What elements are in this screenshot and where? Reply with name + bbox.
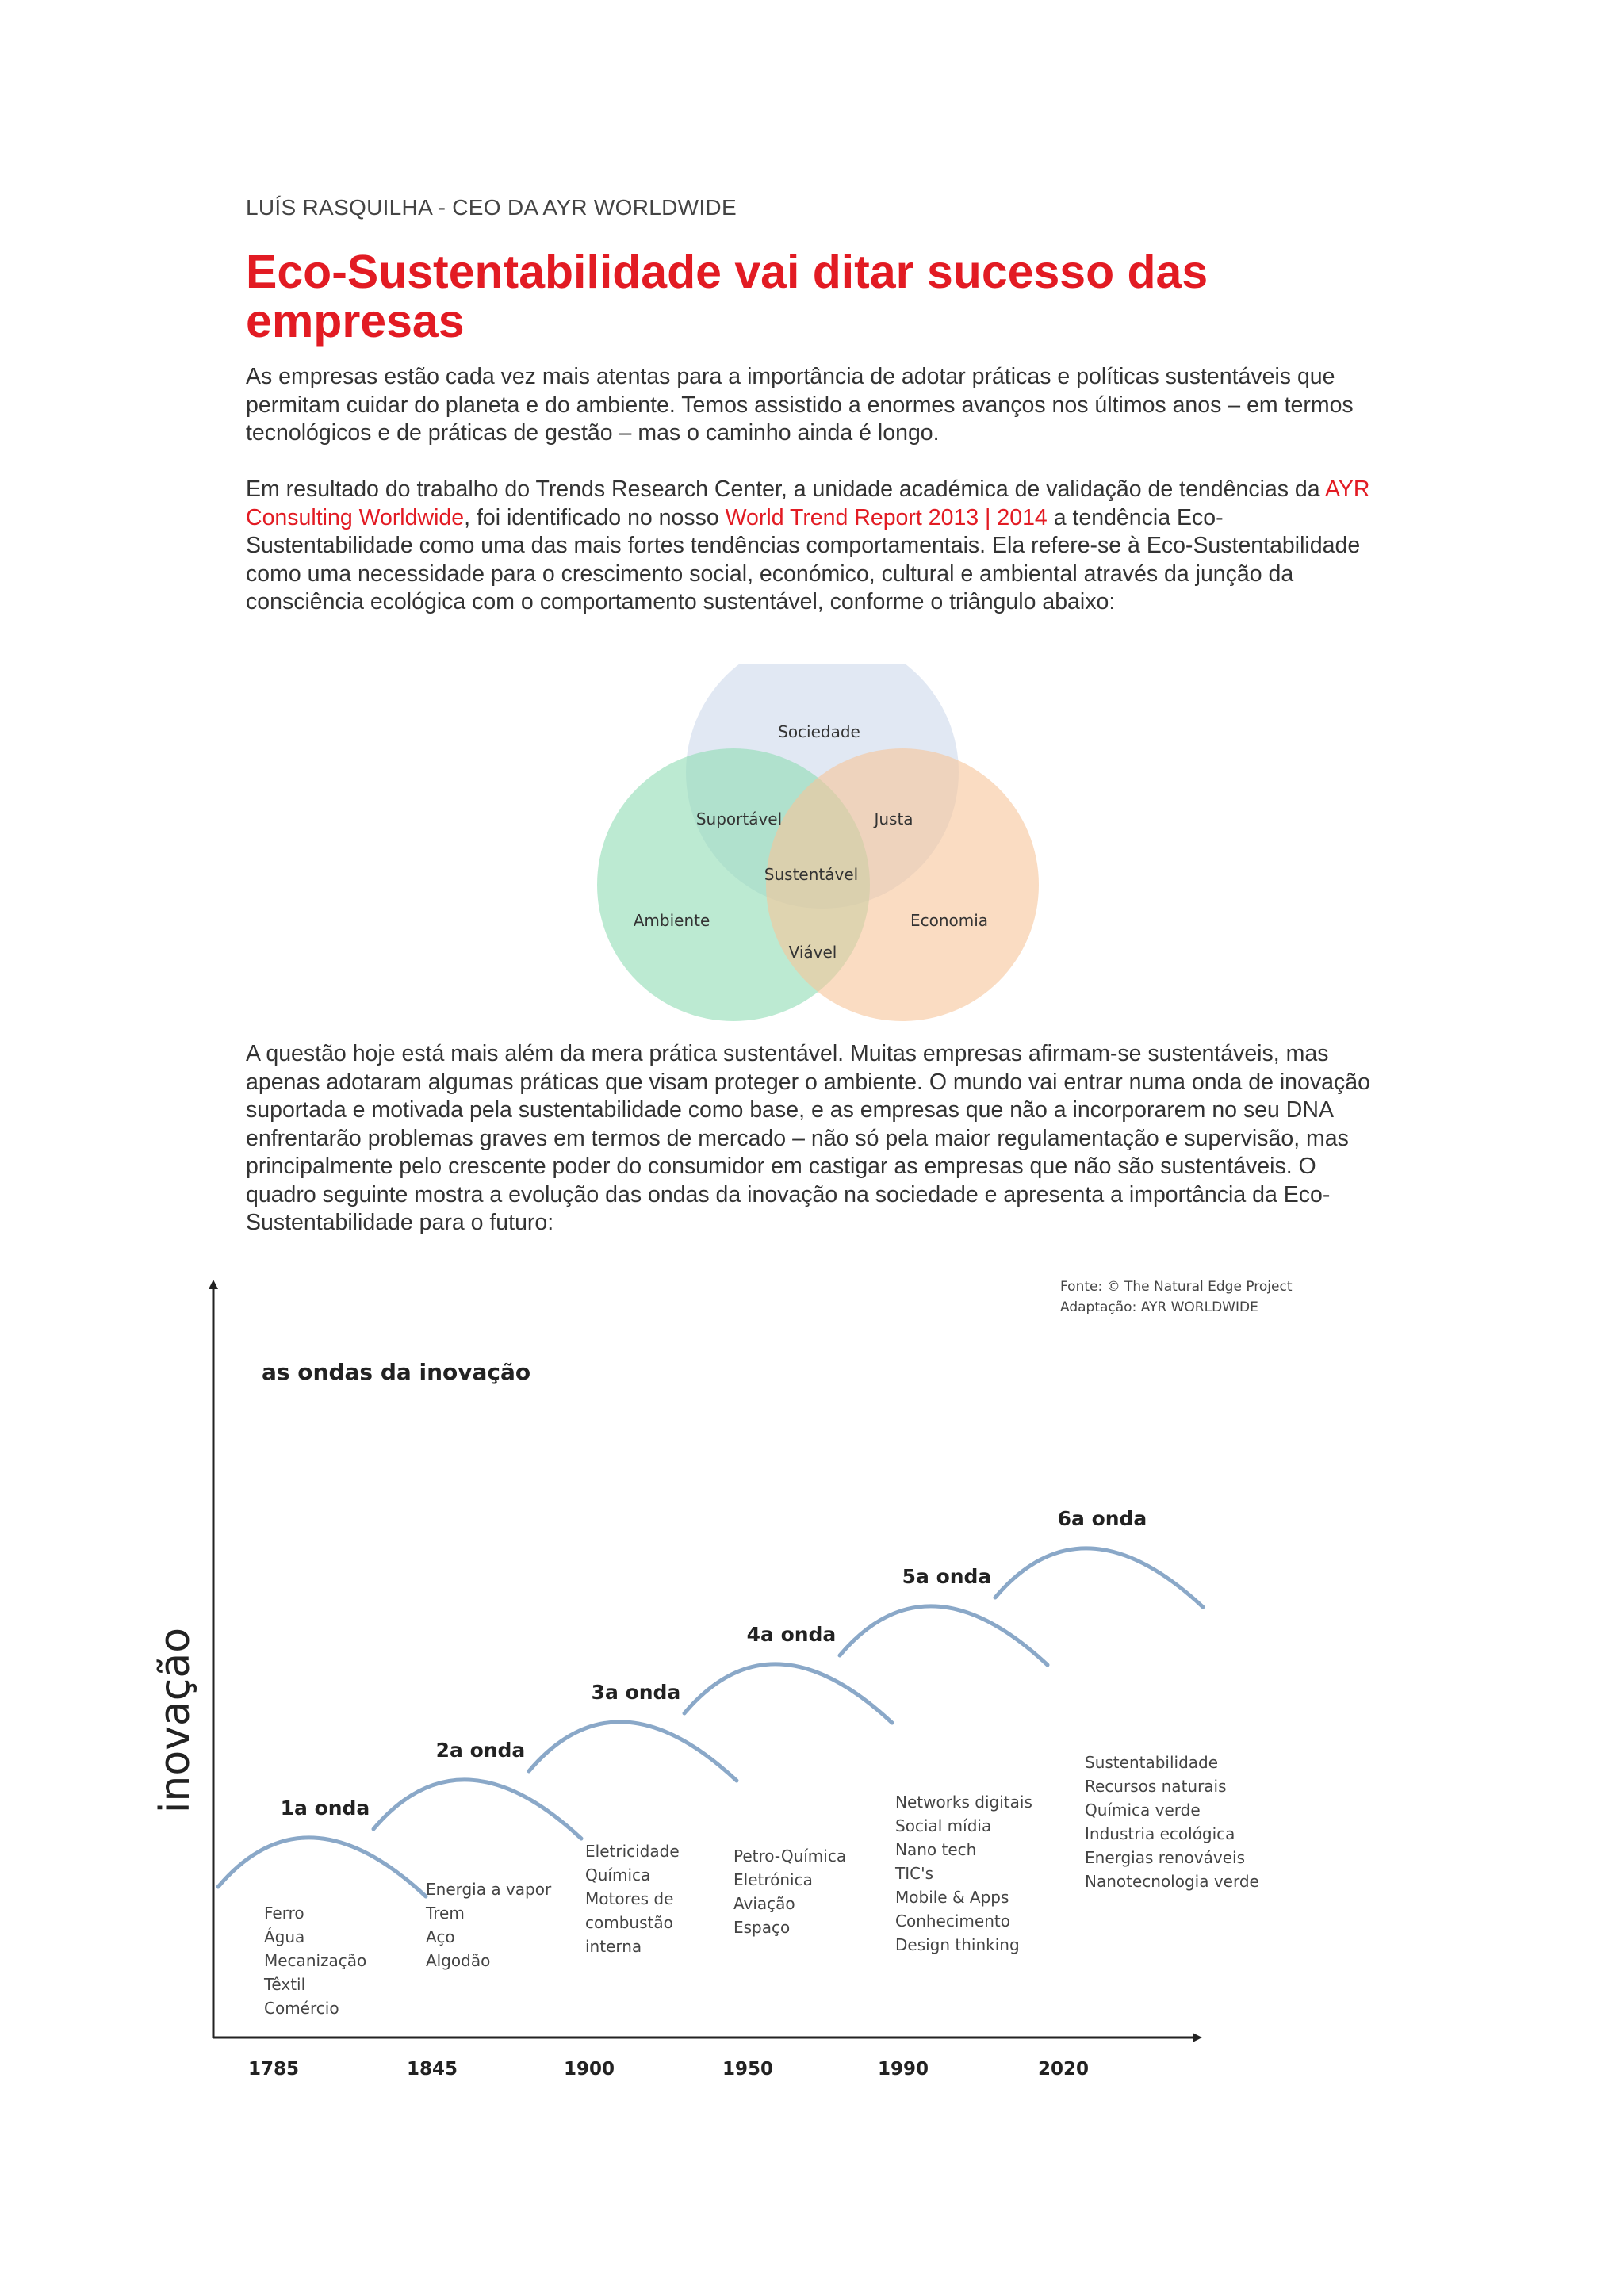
wave-arc: [373, 1780, 581, 1839]
world-trend-report-link[interactable]: World Trend Report 2013 | 2014: [725, 504, 1048, 530]
waves-title: as ondas da inovação: [262, 1359, 531, 1385]
wave-arc: [529, 1722, 737, 1781]
wave-item: Água: [264, 1927, 305, 1946]
venn-label-viavel: Viável: [788, 943, 837, 962]
adaptation-credit: Adaptação: AYR WORLDWIDE: [1060, 1299, 1258, 1315]
x-tick-label: 1990: [878, 2059, 929, 2080]
wave-item: Nanotecnologia verde: [1085, 1872, 1259, 1891]
x-tick-label: 2020: [1038, 2059, 1090, 2080]
ayr-consulting-link[interactable]: AYR Consulting Worldwide: [246, 476, 1370, 530]
wave-label: 3a onda: [591, 1681, 681, 1704]
wave-item: Networks digitais: [895, 1793, 1032, 1812]
wave-label: 5a onda: [902, 1565, 992, 1588]
wave-item: Conhecimento: [895, 1911, 1010, 1931]
wave-item: Ferro: [264, 1904, 304, 1923]
wave-item: Motores de: [585, 1889, 674, 1908]
paragraph-text: a tendência Eco-Sustentabilidade como uma das mais fortes tendências comportamentais. Ela refere-se à Eco-Sustentabilidade como uma necessidade para o crescimento social, económico, cultural e ambiental através da junção da consciência ecológica com o comportamento sustentável, conforme o triângulo abaixo:: [246, 504, 1361, 614]
x-tick-label: 1950: [722, 2059, 774, 2080]
wave-label: 4a onda: [746, 1623, 837, 1646]
source-credit: Fonte: © The Natural Edge Project: [1060, 1279, 1293, 1295]
wave-item: Química: [585, 1866, 651, 1885]
wave-item: Recursos naturais: [1085, 1777, 1227, 1796]
venn-circle-economia: [766, 748, 1039, 1021]
wave-item: Mecanização: [264, 1951, 367, 1970]
wave-item: Industria ecológica: [1085, 1824, 1235, 1843]
article-title: Eco-Sustentabilidade vai ditar sucesso das empresas: [246, 246, 1208, 347]
wave-item: Petro-Química: [733, 1846, 847, 1866]
wave-item: Nano tech: [895, 1840, 977, 1859]
sustainability-venn-diagram: [587, 664, 1047, 1021]
paragraph-intro: As empresas estão cada vez mais atentas para a importância de adotar práticas e políticas sustentáveis que permitam cuidar do planeta e do ambiente. Temos assistido a enormes avanços nos últimos anos – em termos tecnológicos e de práticas de gestão – mas o caminho ainda é longo.: [246, 364, 1354, 446]
wave-item: Têxtil: [264, 1975, 306, 1994]
venn-label-justa: Justa: [874, 809, 914, 828]
wave-item: Design thinking: [895, 1935, 1020, 1954]
wave-label: 1a onda: [280, 1797, 370, 1820]
wave-arc: [840, 1606, 1048, 1665]
wave-arc: [684, 1664, 892, 1723]
wave-item: Trem: [426, 1904, 465, 1923]
wave-item: Social mídia: [895, 1816, 992, 1835]
venn-label-suportavel: Suportável: [695, 809, 783, 828]
wave-item: Energia a vapor: [426, 1880, 552, 1899]
wave-item: interna: [585, 1937, 642, 1956]
wave-item: Sustentabilidade: [1085, 1753, 1219, 1772]
x-tick-label: 1900: [564, 2059, 615, 2080]
venn-label-sociedade: Sociedade: [778, 722, 860, 741]
wave-label: 2a onda: [435, 1739, 526, 1762]
byline: LUÍS RASQUILHA - CEO DA AYR WORLDWIDE: [246, 195, 737, 220]
wave-label: 6a onda: [1057, 1507, 1147, 1530]
x-tick-label: 1845: [407, 2059, 458, 2080]
venn-label-economia: Economia: [910, 911, 989, 930]
venn-label-sustentavel: Sustentável: [764, 865, 859, 884]
wave-item: Aço: [426, 1927, 455, 1946]
wave-item: combustão: [585, 1913, 673, 1932]
venn-label-ambiente: Ambiente: [633, 911, 710, 930]
paragraph-trends: [246, 476, 1380, 617]
paragraph-text: , foi identificado no nosso: [464, 504, 726, 530]
wave-item: Eletrónica: [733, 1870, 813, 1889]
paragraph-innovation: A questão hoje está mais além da mera prática sustentável. Muitas empresas afirmam-se sustentáveis, mas apenas adotaram algumas práticas que visam proteger o ambiente. O mundo vai entrar numa onda de inovação suportada e motivada pela sustentabilidade como base, e as empresas que não a incorporarem no seu DNA enfrentarão problemas graves em termos de mercado – não só pela maior regulamentação e supervisão, mas principalmente pelo crescente poder do consumidor em castigar as empresas que não são sustentáveis. O quadro seguinte mostra a evolução das ondas da inovação na sociedade e apresenta a importância da Eco-Sustentabilidade para o futuro:: [246, 1041, 1370, 1235]
wave-arc: [995, 1548, 1203, 1607]
x-tick-label: 1785: [248, 2059, 300, 2080]
wave-item: Espaço: [733, 1918, 791, 1937]
wave-item: TIC's: [895, 1864, 933, 1883]
waves-layer: [218, 1507, 1259, 2080]
wave-item: Energias renováveis: [1085, 1848, 1245, 1867]
wave-item: Química verde: [1085, 1800, 1201, 1820]
innovation-waves-diagram: [135, 1269, 1308, 2093]
wave-arc: [218, 1838, 426, 1896]
wave-item: Comércio: [264, 1999, 339, 2018]
wave-item: Mobile & Apps: [895, 1888, 1009, 1907]
y-axis-label: inovação: [151, 1627, 199, 1814]
wave-item: Eletricidade: [585, 1842, 680, 1861]
wave-item: Aviação: [733, 1894, 795, 1913]
paragraph-text: Em resultado do trabalho do Trends Research Center, a unidade académica de validação de tendências da: [246, 476, 1325, 502]
wave-item: Algodão: [426, 1951, 491, 1970]
